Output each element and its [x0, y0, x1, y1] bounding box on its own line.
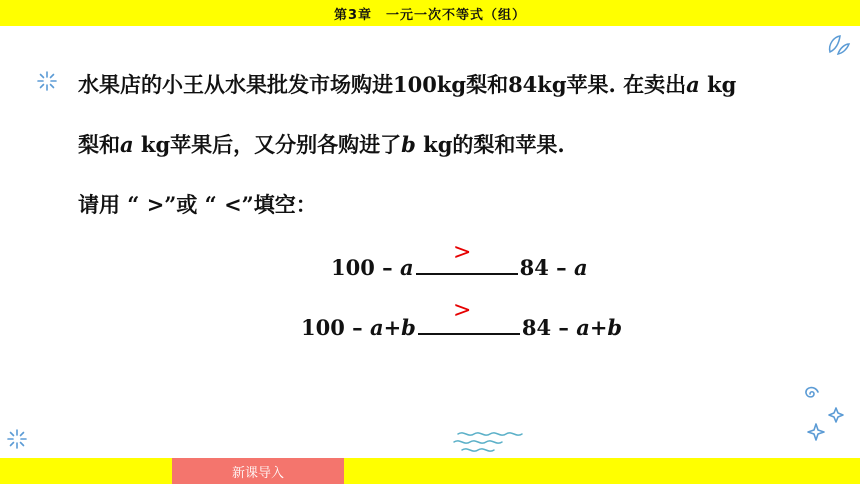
section-tab-label: 新课导入 [231, 465, 284, 481]
variable-b: b [401, 132, 416, 157]
variable-a: a [576, 315, 590, 340]
instruction: 请用 “ >”或 “ <”填空： [78, 192, 317, 217]
chapter-title: 第3章 一元一次不等式（组） [333, 7, 527, 23]
answer-2: > [453, 298, 472, 323]
sparkle-icon [6, 428, 28, 450]
section-tab[interactable] [172, 458, 344, 484]
variable-a: a [573, 255, 588, 280]
variable-a: a [369, 315, 384, 340]
expr-left: 100 – [331, 255, 400, 280]
leaf-doodle-icon [826, 32, 852, 58]
problem-text: kg苹果后，又分别各购进了 [133, 132, 402, 157]
variable-a: a [120, 132, 134, 157]
spiral-star-doodle-icon [796, 380, 852, 444]
variable-a: a [686, 72, 700, 97]
footer-bar [0, 458, 860, 484]
problem-line-1 [78, 74, 736, 95]
expr-right: 84 – [519, 255, 574, 280]
sparkle-icon [36, 70, 58, 92]
problem-line-2 [78, 134, 565, 155]
problem-text: kg [699, 72, 737, 97]
expr-left: 100 – [301, 315, 370, 340]
expr-right: 84 – [521, 315, 577, 340]
wave-doodle-icon [452, 428, 526, 454]
problem-text: kg的梨和苹果. [415, 132, 565, 157]
problem-text: 梨和 [78, 132, 120, 157]
variable-a: a [399, 255, 414, 280]
expr-left-tail: +b [383, 315, 416, 340]
expr-right-tail: +b [589, 315, 623, 340]
chapter-header-bar [0, 0, 860, 26]
problem-text: 水果店的小王从水果批发市场购进100kg梨和84kg苹果. 在卖出 [78, 72, 687, 97]
answer-1: > [453, 240, 472, 265]
